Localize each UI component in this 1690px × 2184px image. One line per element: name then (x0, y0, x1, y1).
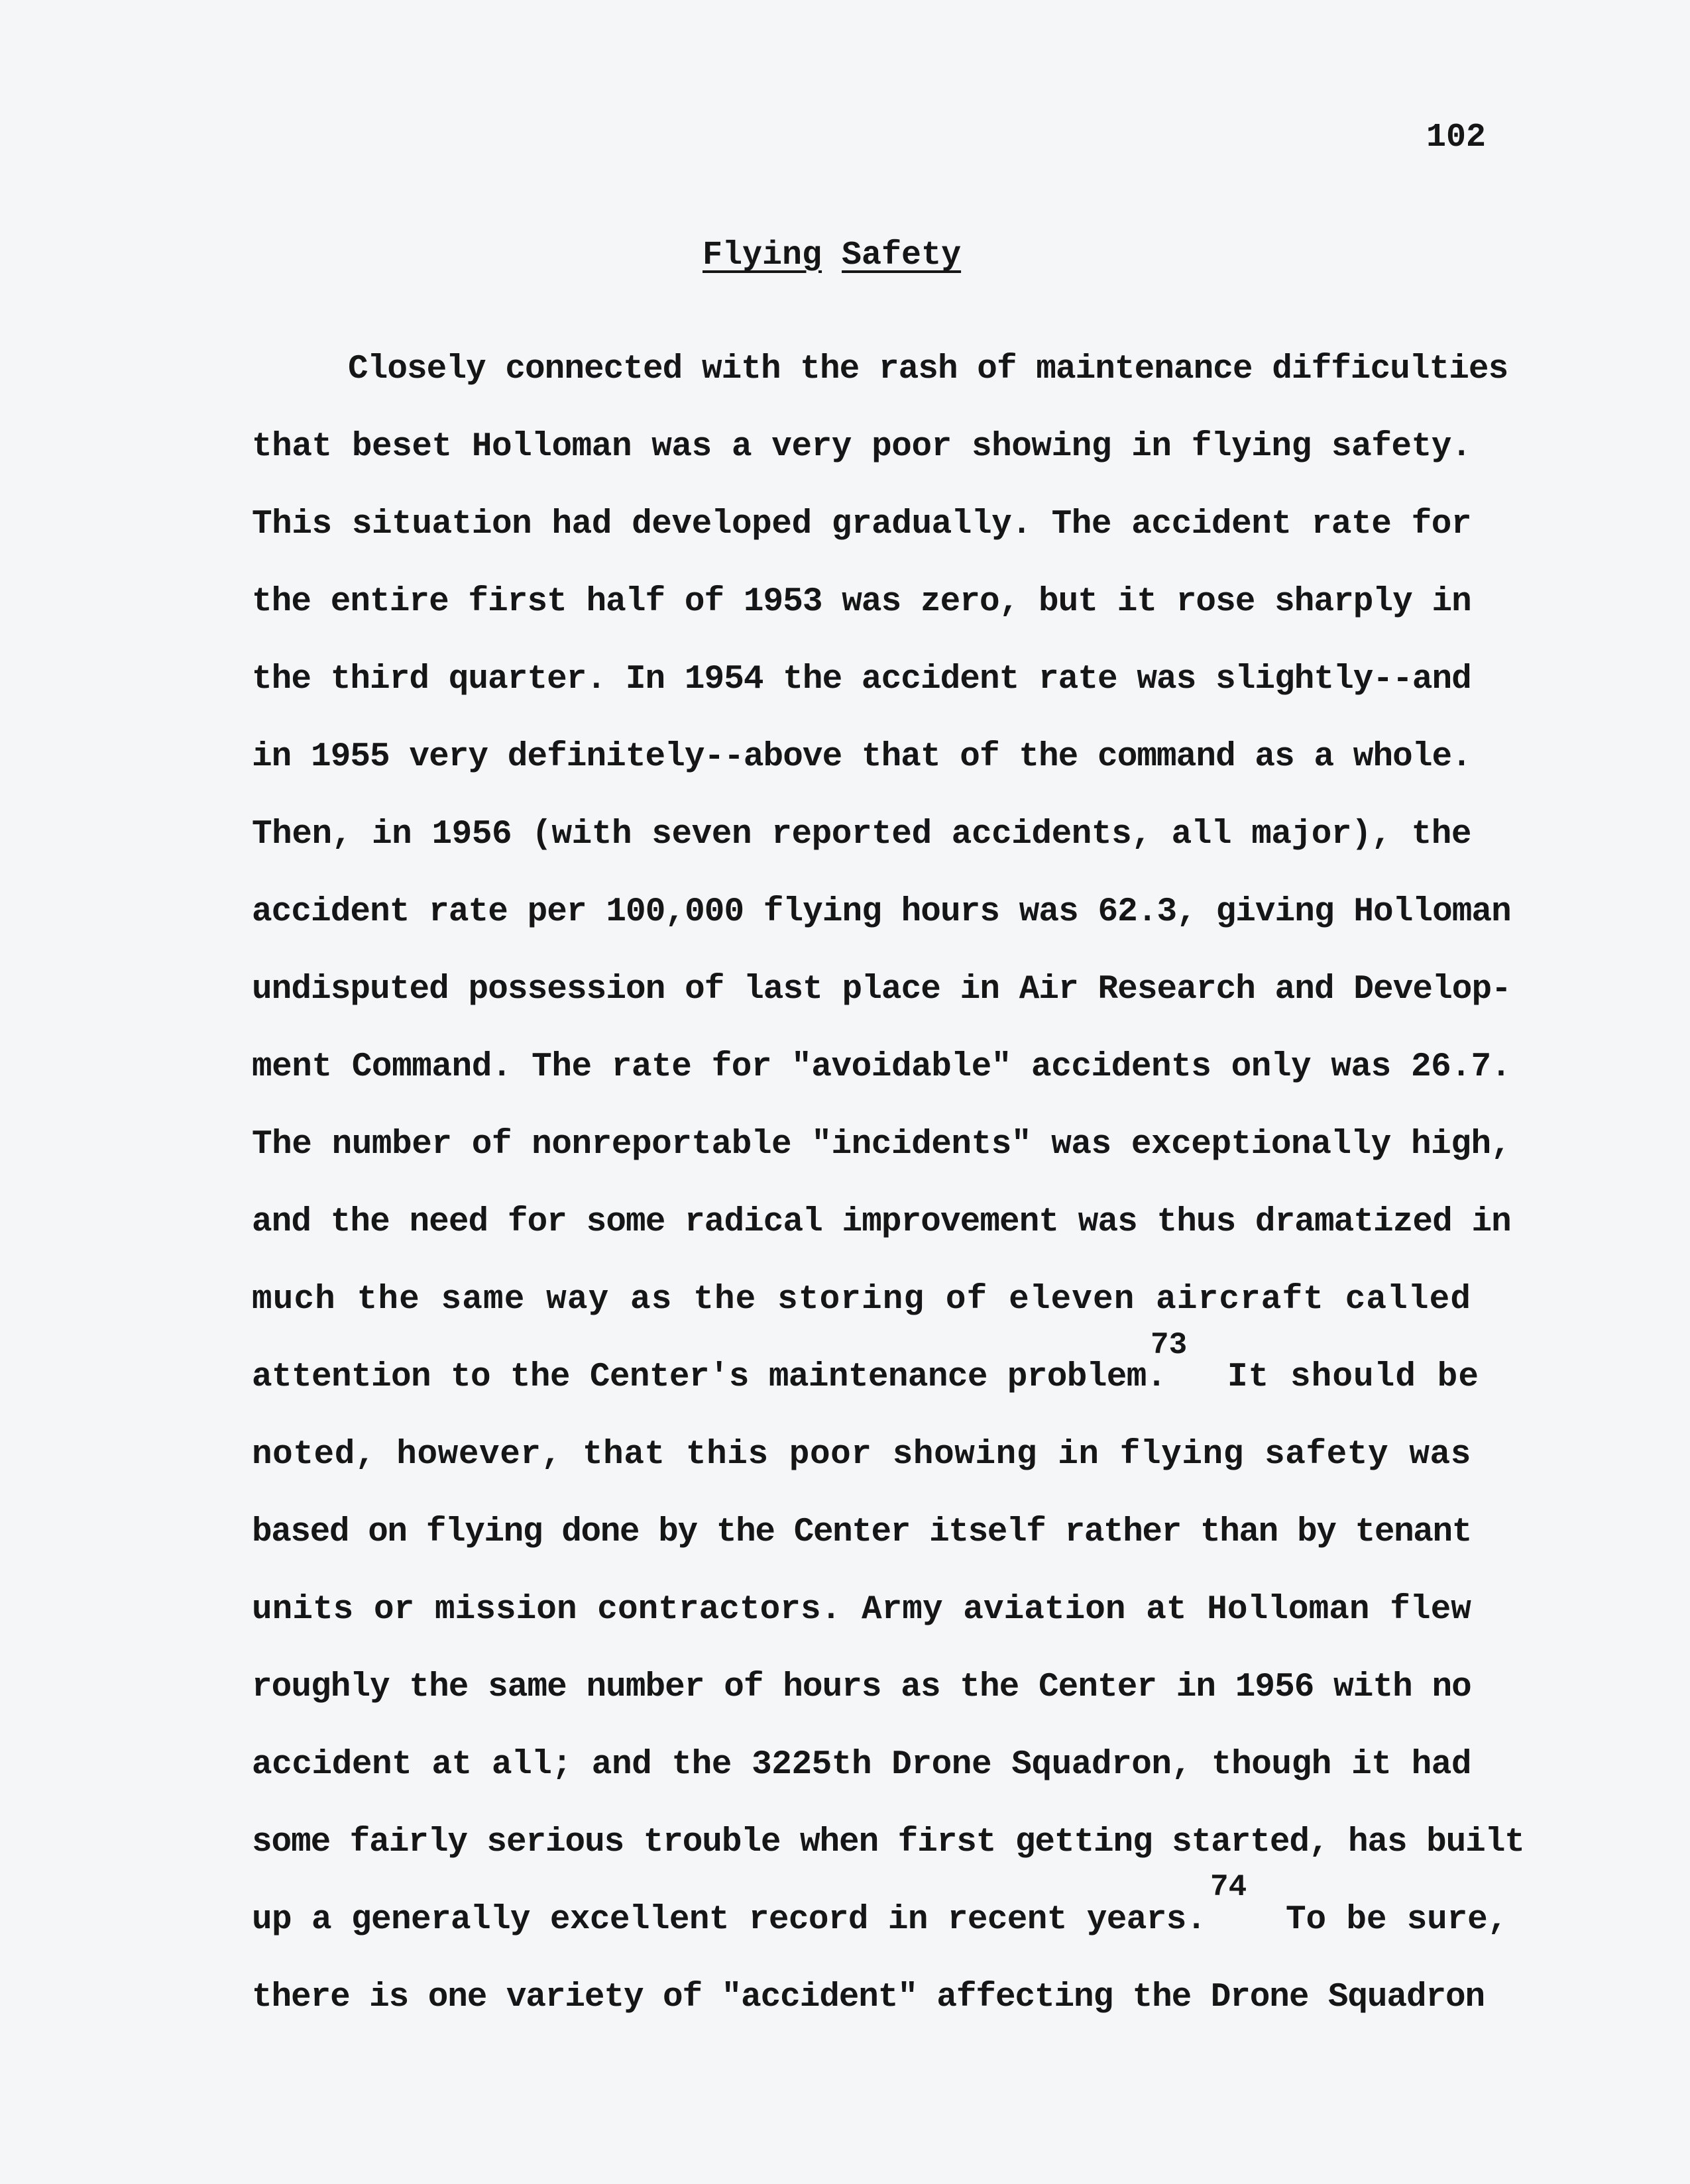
text-line-3: This situation had developed gradually. The accident rate for (252, 506, 1472, 543)
page-number: 102 (1426, 119, 1487, 156)
title-word-safety: Safety (842, 237, 962, 274)
title-word-flying: Flying (703, 237, 822, 274)
text-line-19: accident at all; and the 3225th Drone Squadron, though it had (252, 1746, 1472, 1784)
text-line-6: in 1955 very definitely--above that of the command as a whole. (252, 738, 1471, 776)
text-line-1: Closely connected with the rash of maintenance difficulties (348, 351, 1508, 388)
text-line-16: based on flying done by the Center itself rather than by tenant (252, 1513, 1471, 1551)
text-line-14-continued: It should be (1227, 1358, 1479, 1396)
text-line-9: undisputed possession of last place in Air Research and Develop- (252, 971, 1511, 1009)
text-line-7: Then, in 1956 (with seven reported accidents, all major), the (252, 816, 1472, 853)
footnote-ref-73: 73 (1151, 1328, 1188, 1362)
text-line-20: some fairly serious trouble when first getting started, has built (252, 1824, 1524, 1861)
page-title (703, 229, 961, 282)
text-line-13: much the same way as the storing of eleven aircraft called (252, 1281, 1472, 1319)
text-line-4: the entire first half of 1953 was zero, but it rose sharply in (252, 583, 1471, 621)
text-line-21: up a generally excellent record in recent years. (252, 1901, 1206, 1939)
footnote-ref-74: 74 (1210, 1870, 1247, 1904)
text-line-11: The number of nonreportable "incidents" was exceptionally high, (252, 1126, 1511, 1164)
text-line-18: roughly the same number of hours as the Center in 1956 with no (252, 1668, 1471, 1706)
text-line-8: accident rate per 100,000 flying hours was 62.3, giving Holloman (252, 893, 1511, 931)
text-line-10: ment Command. The rate for "avoidable" accidents only was 26.7. (252, 1048, 1511, 1086)
text-line-2: that beset Holloman was a very poor showing in flying safety. (252, 428, 1472, 466)
text-line-22: there is one variety of "accident" affecting the Drone Squadron (252, 1979, 1485, 2016)
text-line-21-continued: To be sure, (1286, 1901, 1508, 1939)
text-line-17: units or mission contractors. Army aviation at Holloman flew (252, 1591, 1471, 1629)
text-line-15: noted, however, that this poor showing in flying safety was (252, 1436, 1471, 1474)
text-line-5: the third quarter. In 1954 the accident rate was slightly--and (252, 661, 1471, 698)
text-line-14: attention to the Center's maintenance problem. (252, 1358, 1166, 1396)
text-line-12: and the need for some radical improvement was thus dramatized in (252, 1203, 1511, 1241)
